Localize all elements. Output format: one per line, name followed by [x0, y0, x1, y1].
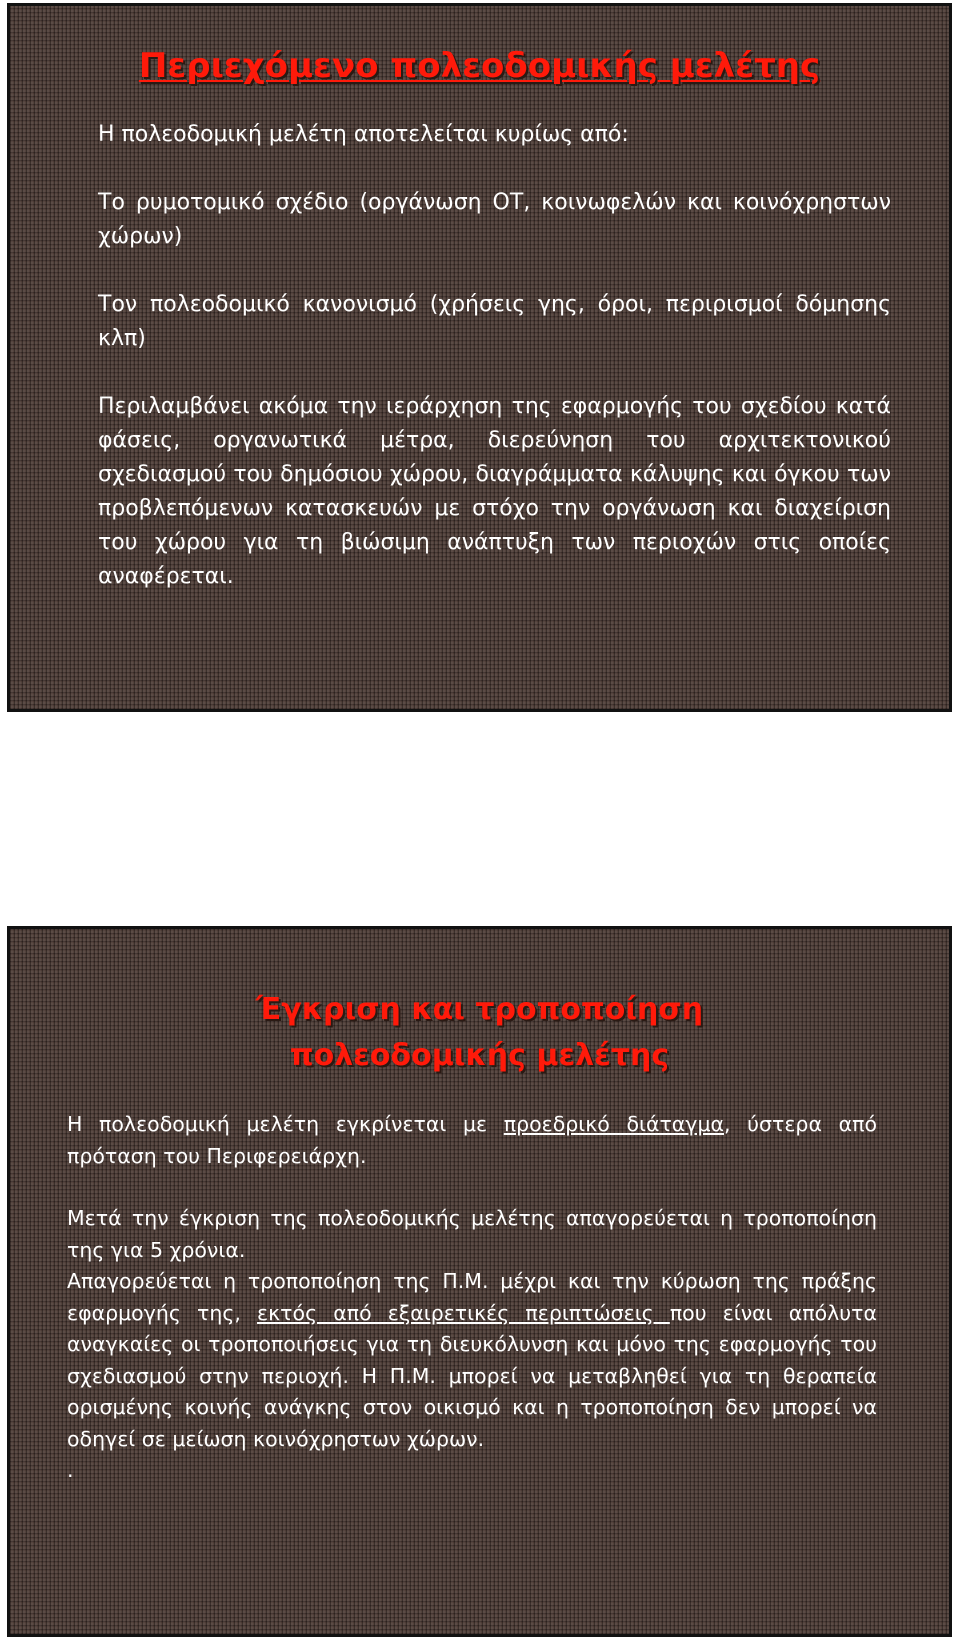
- slide-title: Περιεχόμενο πολεοδομικής μελέτης: [138, 46, 821, 86]
- slide-content-of-urban-study: [7, 3, 952, 712]
- approval-paragraph: [67, 1109, 877, 1172]
- prohibition-text-end: που είναι απόλυτα αναγκαίες οι τροποποιήσεις για τη διευκόλυνση και μόνο της εφαρμογής του σχεδιασμού στην περιοχή. Η Π.Μ. μπορεί να μεταβληθεί για τη θεραπεία ορισμένης κοινής ανάγκης στον οικισμό και η τροποποίηση δεν μπορεί να οδηγεί σε μείωση κοινόχρηστων χώρων.: [67, 1300, 877, 1451]
- intro-paragraph: Η πολεοδομική μελέτη αποτελείται κυρίως από:: [98, 122, 629, 147]
- zoning-plan-paragraph: Το ρυμοτομικό σχέδιο (οργάνωση ΟΤ, κοινωφελών και κοινόχρηστων χώρων): [98, 190, 891, 249]
- slide-approval-and-amendment: [7, 926, 952, 1637]
- five-year-ban-paragraph: Μετά την έγκριση της πολεοδομικής μελέτης απαγορεύεται η τροποποίηση της για 5 χρόνια.: [67, 1206, 877, 1262]
- exceptional-cases-link[interactable]: εκτός από εξαιρετικές περιπτώσεις: [257, 1300, 670, 1325]
- approval-text-end: , ύστερα από πρόταση του Περιφερειάρχη.: [67, 1112, 877, 1168]
- presidential-decree-link[interactable]: προεδρικό διάταγμα: [503, 1112, 724, 1136]
- trailing-dot: .: [67, 1458, 74, 1482]
- includes-paragraph: Περιλαμβάνει ακόμα την ιεράρχηση της εφαρμογής του σχεδίου κατά φάσεις, οργανωτικά μέτρα, διερεύνηση του αρχιτεκτονικού σχεδιασμού του δημόσιου χώρου, διαγράμματα κάλυψης και όγκου των προβλεπόμενων κατασκευών με στόχο την οργάνωση και διαχείριση του χώρου για τη βιώσιμη ανάπτυξη των περιοχών στις οποίες αναφέρεται.: [98, 394, 891, 589]
- slide-body: [98, 118, 891, 628]
- amendment-prohibition-paragraph: [67, 1266, 877, 1455]
- approval-text-start: Η πολεοδομική μελέτη εγκρίνεται με: [67, 1112, 504, 1136]
- building-regulation-paragraph: Τον πολεοδομικό κανονισμό (χρήσεις γης, όροι, περιρισμοί δόμησης κλπ): [98, 292, 891, 351]
- prohibition-text-start: Απαγορεύεται η τροποποίηση της Π.Μ. μέχρι και την κύρωση της πράξης εφαρμογής της,: [67, 1269, 877, 1325]
- slide-body: [67, 1109, 877, 1487]
- paragraph-spacer: [67, 1172, 877, 1203]
- slide-title: Έγκριση και τροποποίηση πολεοδομικής μελέτης: [255, 992, 704, 1073]
